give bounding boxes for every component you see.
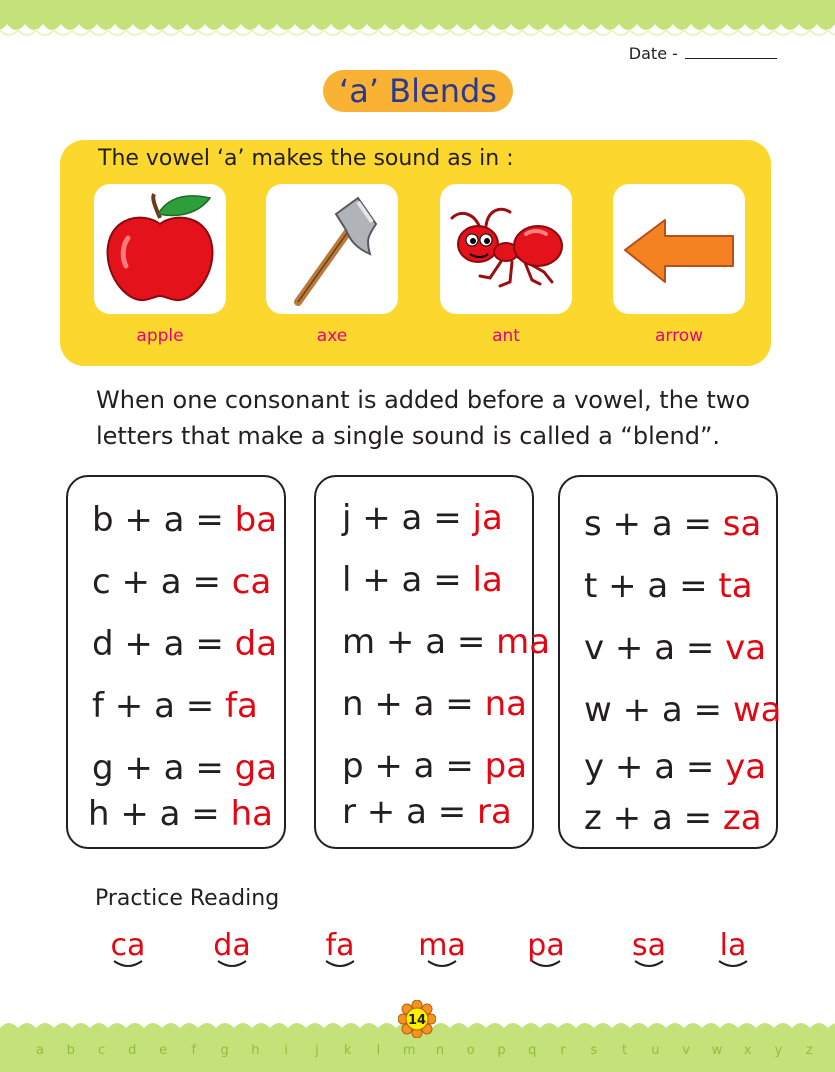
alphabet-letter: j [315,1043,319,1058]
apple-icon [94,184,226,314]
blend-row: r + a = ra [342,792,512,832]
blend-box-3 [558,475,782,849]
practice-word: sa [614,928,684,969]
blend-row: b + a = ba [92,500,278,540]
alphabet-letter: u [651,1043,660,1058]
blend-row: p + a = pa [342,746,528,786]
ant-icon [440,184,572,314]
alphabet-letter: z [805,1043,813,1058]
alphabet-letter: h [251,1043,260,1058]
alphabet-letter: s [590,1043,598,1058]
blend-row: v + a = va [584,628,767,668]
alphabet-letter: x [743,1043,752,1058]
page-number-badge [398,1000,436,1038]
date-field [629,44,777,63]
practice-word: da [197,928,267,969]
alphabet-letter: e [159,1043,168,1058]
practice-word: ca [93,928,163,969]
arrow-icon [613,184,745,314]
alphabet-letter: g [220,1043,229,1058]
practice-word: fa [305,928,375,969]
alphabet-letter: t [622,1043,628,1058]
alphabet-letter: n [435,1043,445,1058]
arrow-card [613,184,745,314]
axe-card [266,184,398,314]
blend-row: y + a = ya [584,747,767,787]
top-scallop-border [0,0,835,40]
blend-row: c + a = ca [92,562,272,602]
blend-row: s + a = sa [584,504,762,544]
alphabet-letter: q [528,1043,537,1058]
arrow-label: arrow [654,326,704,346]
alphabet-letter: r [560,1043,566,1058]
ant-card [440,184,572,314]
blend-row: z + a = za [584,798,762,838]
blend-row: j + a = ja [342,498,503,538]
date-label: Date - [628,44,678,63]
top-scallop [0,0,835,30]
blend-row: l + a = la [342,560,503,600]
page-number: 14 [407,1013,427,1028]
ant-label: ant [492,326,520,346]
practice-word: pa [511,928,581,969]
date-blank-line [685,44,777,59]
alphabet-letter: k [343,1043,352,1058]
alphabet-letter: o [466,1043,475,1058]
alphabet-letter: f [191,1043,197,1058]
practice-title: Practice Reading [95,886,280,911]
alphabet-letter: c [97,1043,106,1058]
alphabet-letter: y [774,1043,783,1058]
alphabet-letter: p [497,1043,506,1058]
blend-row: h + a = ha [88,794,273,834]
blend-row: d + a = da [92,624,278,664]
alphabet-letter: a [36,1043,44,1058]
axe-label: axe [316,326,348,346]
blend-row: n + a = na [342,684,527,724]
blend-definition-line-1: When one consonant is added before a vowel, the two [96,386,751,414]
blend-row: m + a = ma [342,622,551,662]
blend-row: t + a = ta [584,566,753,606]
alphabet-letter: i [284,1043,288,1058]
page-title: ‘a’ Blends [323,70,513,112]
practice-word: la [698,928,768,969]
blend-definition [96,382,776,454]
blend-row: f + a = fa [92,686,258,726]
practice-word: ma [407,928,477,969]
blend-box-2 [314,475,551,849]
intro-text: The vowel ‘a’ makes the sound as in : [98,146,514,171]
apple-card [94,184,226,314]
apple-label: apple [136,326,184,346]
alphabet-letter: v [682,1043,691,1058]
alphabet-letter: l [376,1043,381,1058]
axe-icon [266,184,398,314]
alphabet-letter: d [128,1043,137,1058]
top-scallop-line [0,30,835,35]
alphabet-letter: w [711,1043,723,1058]
blend-definition-line-2: letters that make a single sound is called a “blend”. [96,422,721,450]
alphabet-letter: b [66,1043,75,1058]
blend-row: g + a = ga [92,748,278,788]
alphabet-letter: m [402,1043,416,1058]
blend-box-1 [66,475,286,849]
blend-row: w + a = wa [584,690,782,730]
